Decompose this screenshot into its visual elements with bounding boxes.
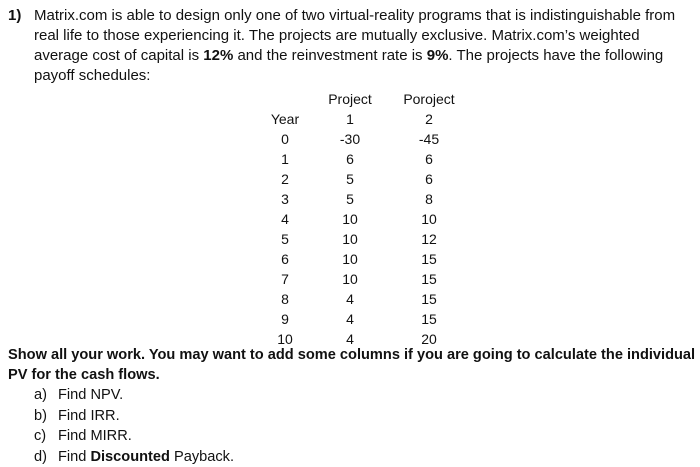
- part-text-main: Find NPV.: [58, 387, 124, 403]
- table-row: [258, 249, 470, 269]
- table-row: [258, 309, 470, 329]
- table-row: [258, 129, 470, 149]
- part-text-main: Find: [58, 448, 91, 465]
- question-parts-list: [34, 385, 234, 467]
- part-label: d): [34, 448, 47, 465]
- part-text: [58, 385, 123, 406]
- part-text-main: Find IRR.: [58, 407, 120, 424]
- table-row: [258, 229, 470, 249]
- question-block: [8, 6, 692, 86]
- cash-flow-table-body: [258, 89, 470, 349]
- header-year-label: Year: [270, 111, 300, 127]
- project1-cell: 10: [342, 211, 358, 227]
- project1-cell: -30: [339, 131, 361, 147]
- part-text: [58, 406, 120, 427]
- year-cell: 3: [281, 191, 289, 207]
- list-item: [34, 447, 234, 467]
- project1-cell: 4: [346, 291, 354, 307]
- table-row: [258, 169, 470, 189]
- header-project2-title: Poroject: [403, 91, 455, 107]
- project1-cell: 5: [346, 191, 354, 207]
- list-item: [34, 385, 234, 406]
- project2-cell: 10: [421, 211, 437, 227]
- project1-cell: 10: [342, 231, 358, 247]
- table-row: [258, 269, 470, 289]
- table-header-row-2: [258, 109, 470, 129]
- intro-text-2: and the reinvestment rate is: [233, 47, 427, 64]
- project2-cell: 15: [421, 311, 437, 327]
- project2-cell: 15: [421, 291, 437, 307]
- list-item: [34, 406, 234, 427]
- year-cell: 9: [281, 311, 289, 327]
- part-label: a): [34, 387, 47, 403]
- table-row: [258, 289, 470, 309]
- project1-cell: 10: [342, 251, 358, 267]
- table-header-row-1: [258, 89, 470, 109]
- project2-cell: 8: [425, 191, 433, 207]
- year-cell: 5: [281, 231, 289, 247]
- question-number: 1): [8, 7, 22, 24]
- list-item: [34, 426, 234, 447]
- intro-text-1: Matrix.com is able to design only one of two virtual-reality programs that is indistinguishable from real life to those experiencing it. The projects are mutually exclusive. Matrix.com’s weighted average cost of capital is: [34, 7, 676, 64]
- table-row: [258, 149, 470, 169]
- year-cell: 8: [281, 291, 289, 307]
- project2-cell: 6: [425, 171, 433, 187]
- year-cell: 0: [281, 131, 289, 147]
- part-text-bold: Discounted: [90, 448, 170, 465]
- part-text-suffix: Payback.: [169, 448, 235, 465]
- year-cell: 7: [281, 271, 289, 287]
- table-row: [258, 189, 470, 209]
- year-cell: 1: [281, 151, 289, 167]
- header-year-top: [258, 89, 312, 109]
- header-project2-number: 2: [425, 111, 433, 127]
- project1-cell: 4: [346, 331, 354, 347]
- part-label: b): [34, 407, 47, 424]
- year-cell: 2: [281, 171, 289, 187]
- part-text: [58, 426, 132, 447]
- part-text-main: Find MIRR.: [58, 428, 132, 444]
- project2-cell: 15: [421, 271, 437, 287]
- wacc-value: 12%: [203, 47, 234, 64]
- year-cell: 6: [281, 251, 289, 267]
- reinvestment-rate-value: 9%: [426, 47, 449, 64]
- header-project1-number: 1: [346, 111, 354, 127]
- project1-cell: 4: [346, 311, 354, 327]
- table-row: [258, 209, 470, 229]
- year-cell: 10: [277, 331, 293, 347]
- instructions-text: Show all your work. You may want to add some columns if you are going to calculate the individual PV for the cash flows.: [8, 347, 696, 383]
- project1-cell: 6: [346, 151, 354, 167]
- question-header: [8, 6, 692, 86]
- header-project1-title: Project: [328, 91, 372, 107]
- project1-cell: 5: [346, 171, 354, 187]
- year-cell: 4: [281, 211, 289, 227]
- project2-cell: -45: [418, 131, 440, 147]
- cash-flow-table: [258, 89, 470, 349]
- project2-cell: 6: [425, 151, 433, 167]
- project2-cell: 12: [421, 231, 437, 247]
- project2-cell: 20: [421, 331, 437, 347]
- part-text: [58, 447, 234, 467]
- part-label: c): [34, 428, 47, 444]
- project2-cell: 15: [421, 251, 437, 267]
- question-intro: [34, 6, 692, 86]
- intro-text-3: . The projects have the following payoff schedules:: [34, 47, 664, 84]
- project1-cell: 10: [342, 271, 358, 287]
